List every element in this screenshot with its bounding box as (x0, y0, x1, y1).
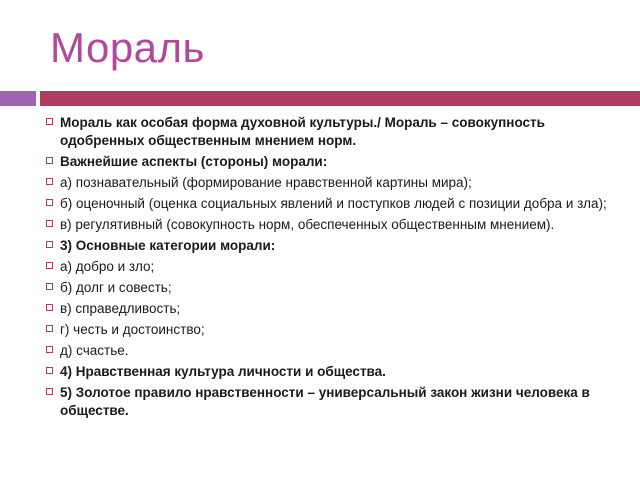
square-bullet-icon (46, 118, 53, 125)
square-bullet-icon (46, 220, 53, 227)
bullet-text: а) добро и зло; (60, 259, 155, 274)
title-divider-right (40, 91, 640, 106)
square-bullet-icon (46, 325, 53, 332)
bullet-item (46, 342, 621, 360)
bullet-text: 5) Золотое правило нравственности – универсальный закон жизни человека в обществе. (60, 385, 590, 418)
bullet-text: а) познавательный (формирование нравственной картины мира); (60, 175, 472, 190)
square-bullet-icon (46, 304, 53, 311)
title-divider-left (0, 91, 36, 106)
bullet-text: 3) Основные категории морали: (60, 238, 276, 253)
bullet-item (46, 237, 621, 255)
square-bullet-icon (46, 199, 53, 206)
square-bullet-icon (46, 241, 53, 248)
bullet-text: Мораль как особая форма духовной культуры./ Мораль – совокупность одобренных общественным мнением норм. (60, 115, 545, 148)
bullet-text: д) счастье. (60, 343, 129, 358)
square-bullet-icon (46, 367, 53, 374)
bullet-text: г) честь и достоинство; (60, 322, 205, 337)
bullet-text: в) регулятивный (совокупность норм, обеспеченных общественным мнением). (60, 217, 555, 232)
bullet-item (46, 153, 621, 171)
square-bullet-icon (46, 346, 53, 353)
bullet-text: в) справедливость; (60, 301, 181, 316)
bullet-item (46, 174, 621, 192)
bullet-list (46, 114, 621, 423)
square-bullet-icon (46, 388, 53, 395)
square-bullet-icon (46, 262, 53, 269)
bullet-text: б) оценочный (оценка социальных явлений и поступков людей с позиции добра и зла); (60, 196, 607, 211)
bullet-item (46, 300, 621, 318)
bullet-text: 4) Нравственная культура личности и общества. (60, 364, 386, 379)
square-bullet-icon (46, 157, 53, 164)
bullet-item (46, 363, 621, 381)
bullet-text: б) долг и совесть; (60, 280, 172, 295)
bullet-item (46, 114, 621, 150)
bullet-text: Важнейшие аспекты (стороны) морали: (60, 154, 328, 169)
square-bullet-icon (46, 283, 53, 290)
square-bullet-icon (46, 178, 53, 185)
bullet-item (46, 195, 621, 213)
bullet-item (46, 216, 621, 234)
bullet-item (46, 279, 621, 297)
bullet-item (46, 321, 621, 339)
bullet-item (46, 258, 621, 276)
bullet-item (46, 384, 621, 420)
slide-title: Мораль (50, 24, 205, 71)
